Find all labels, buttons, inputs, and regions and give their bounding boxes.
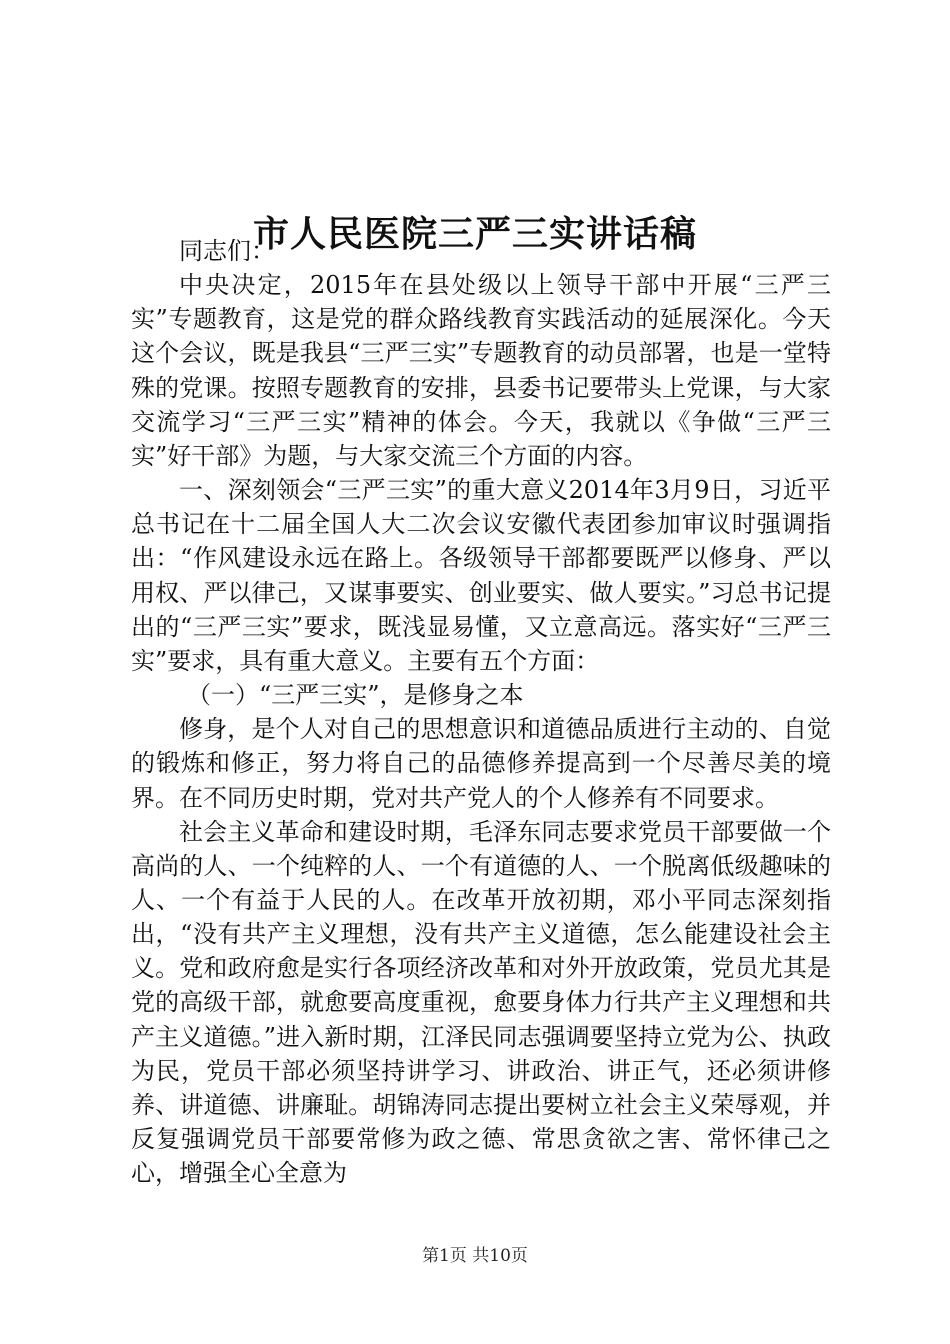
section-one-paragraph: 一、深刻领会“三严三实”的重大意义2014年3月9日，习近平总书记在十二届全国人大二次会议安徽代表团参加审议时强调指出：“作风建设永远在路上。各级领导干部都要既严以修身、严以用权、严以律己，又谋事要实、创业要实、做人要实。”习总书记提出的“三严三实”要求，既浅显易懂，又立意高远。落实好“三严三实”要求，具有重大意义。主要有五个方面：	[131, 476, 831, 675]
salutation-paragraph: 同志们：	[179, 237, 275, 265]
intro-paragraph: 中央决定，2015年在县处级以上领导干部中开展“三严三实”专题教育，这是党的群众路线教育实践活动的延展深化。今天这个会议，既是我县“三严三实”专题教育的动员部署，也是一堂特殊的党课。按照专题教育的安排，县委书记要带头上党课，与大家交流学习“三严三实”精神的体会。今天，我就以《争做“三严三实”好干部》为题，与大家交流三个方面的内容。	[131, 271, 831, 470]
subsection-heading: （一）“三严三实”，是修身之本	[187, 681, 524, 710]
history-paragraph: 社会主义革命和建设时期，毛泽东同志要求党员干部要做一个高尚的人、一个纯粹的人、一个有道德的人、一个脱离低级趣味的人、一个有益于人民的人。在改革开放初期，邓小平同志深刻指出，“没有共产主义理想，没有共产主义道德，怎么能建设社会主义。党和政府愈是实行各项经济改革和对外开放政策，党员尤其是党的高级干部，就愈要高度重视，愈要身体力行共产主义理想和共产主义道德。”进入新时期，江泽民同志强调要坚持立党为公、执政为民，党员干部必须坚持讲学习、讲政治、讲正气，还必须讲修养、讲道德、讲廉耻。胡锦涛同志提出要树立社会主义荣辱观，并反复强调党员干部要常修为政之德、常思贪欲之害、常怀律己之心，增强全心全意为	[131, 817, 831, 1188]
self-cultivation-paragraph: 修身，是个人对自己的思想意识和道德品质进行主动的、自觉的锻炼和修正，努力将自己的品德修养提高到一个尽善尽美的境界。在不同历史时期，党对共产党人的个人修养有不同要求。	[131, 715, 831, 812]
document-body	[131, 234, 831, 1190]
page-number: 第1页 共10页	[422, 1246, 528, 1266]
page-title: 市人民医院三严三实讲话稿	[252, 213, 697, 256]
